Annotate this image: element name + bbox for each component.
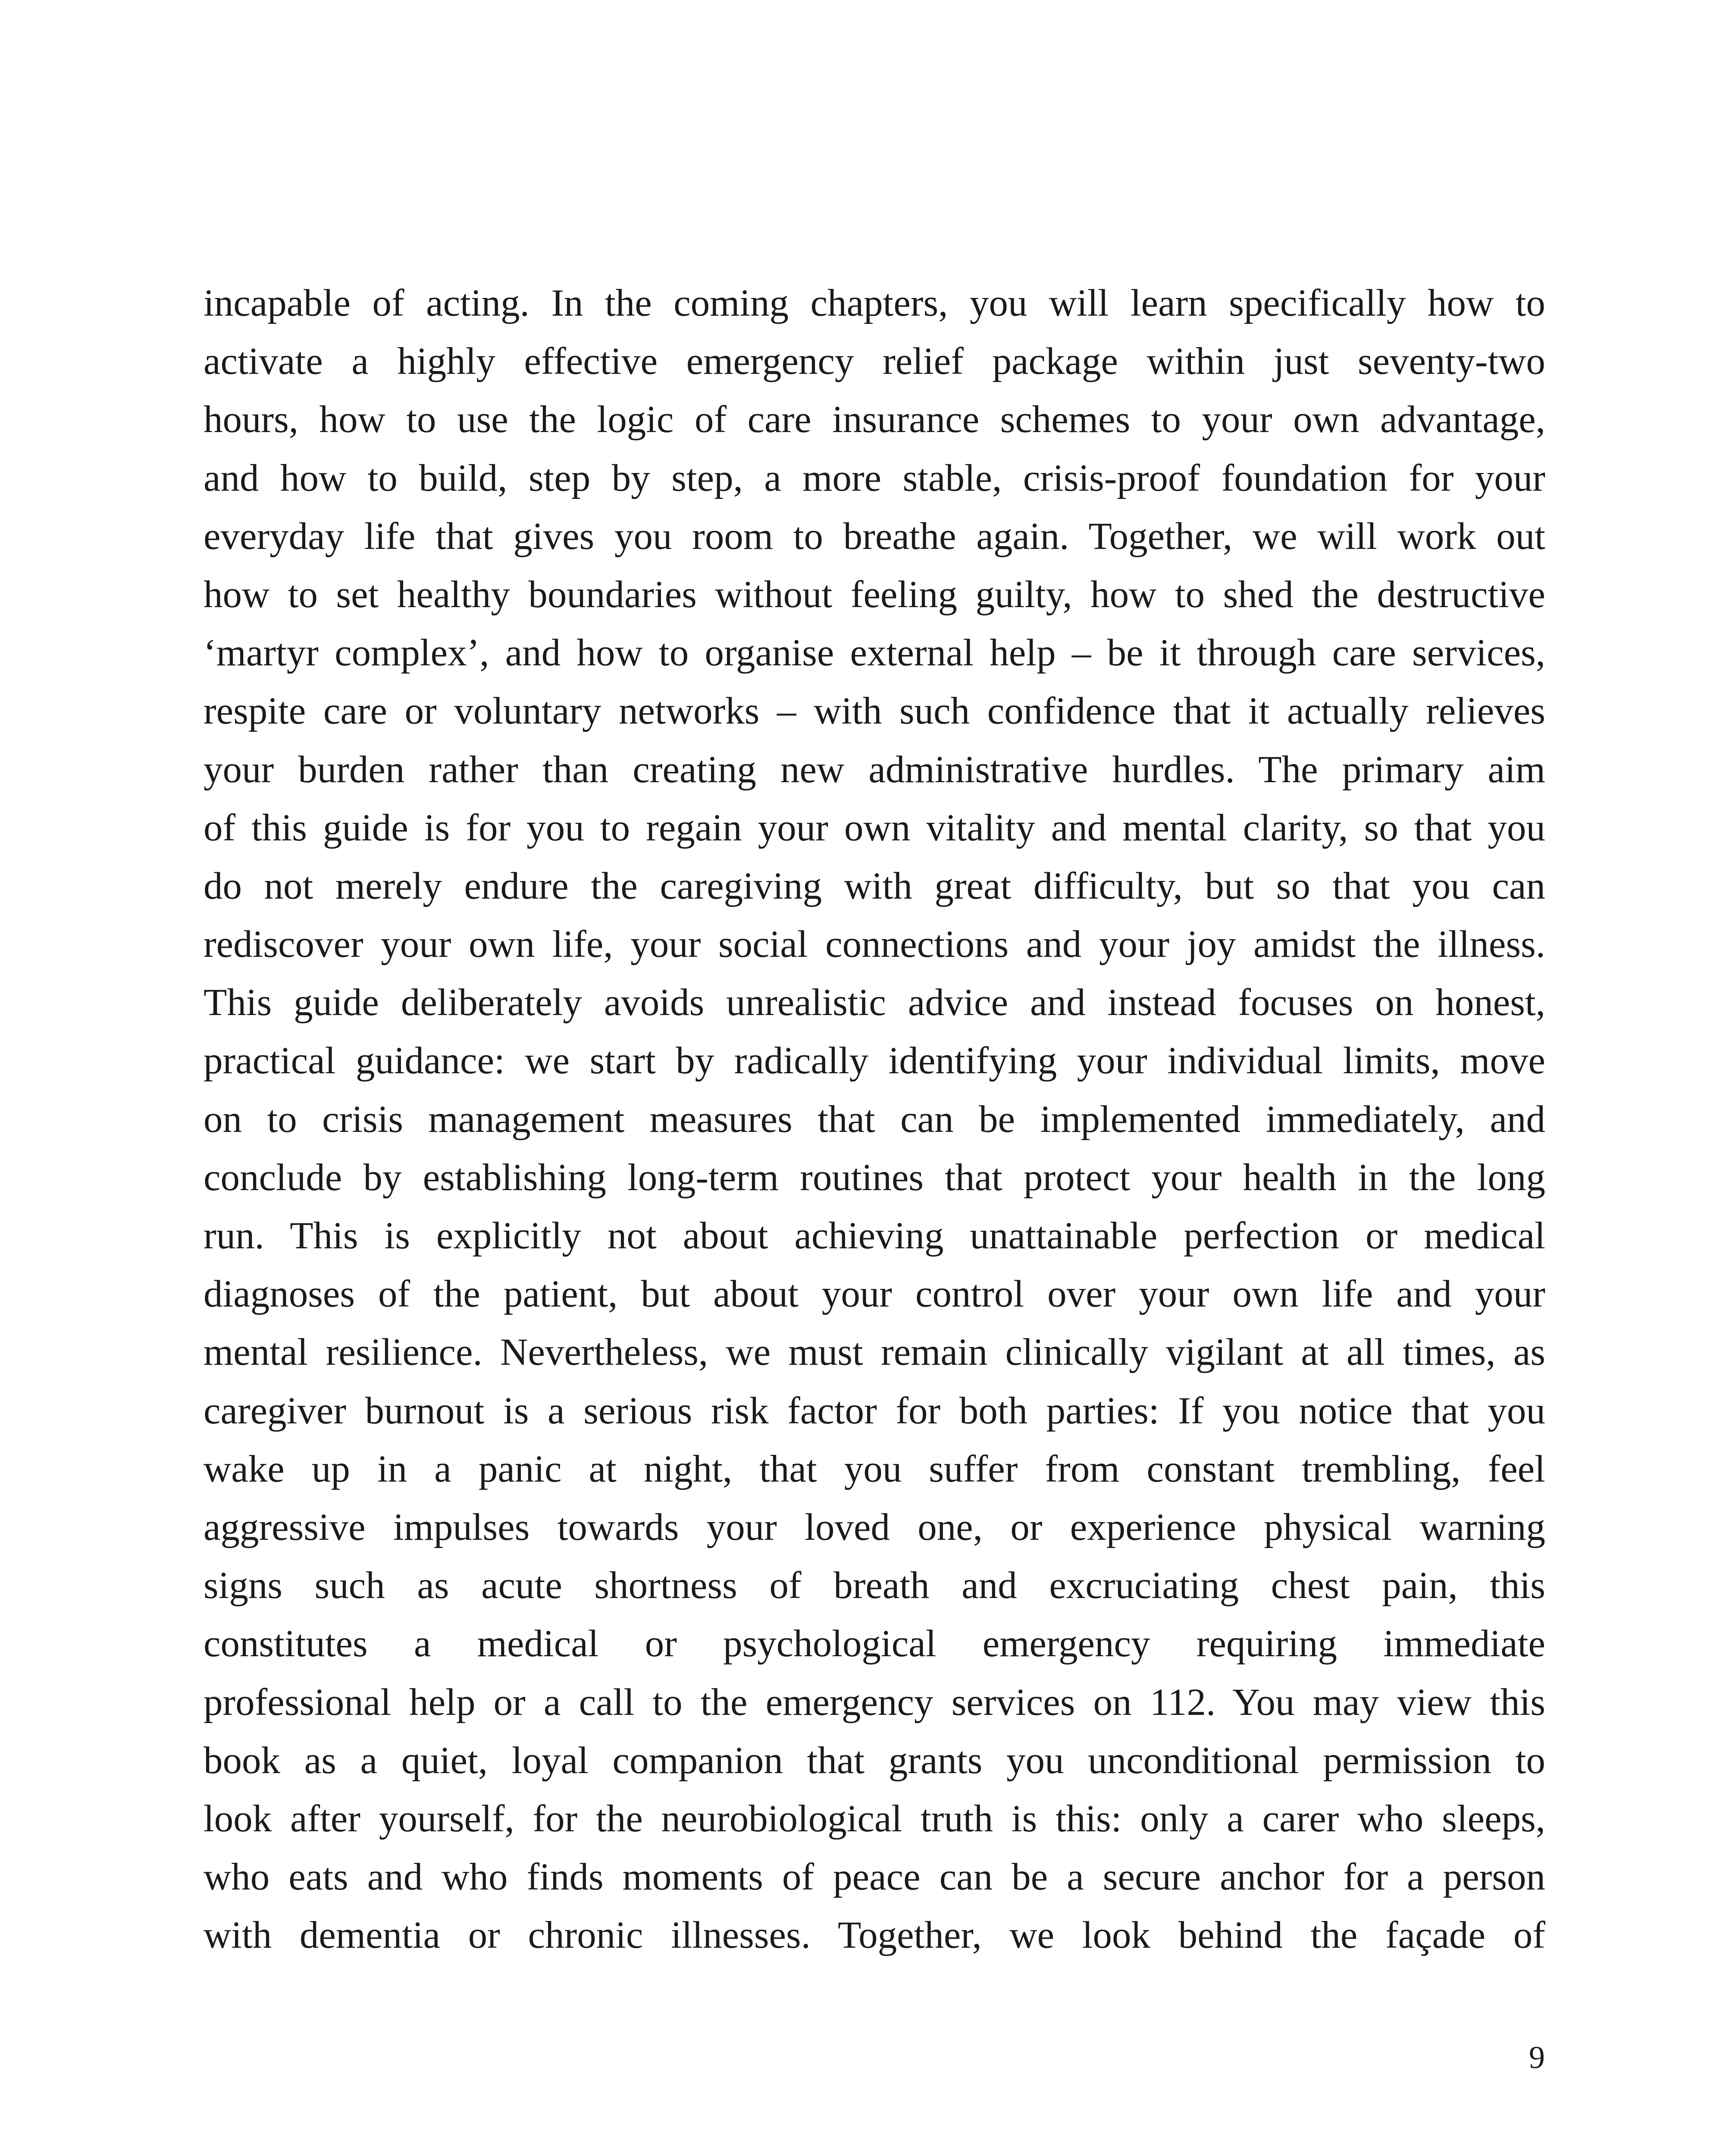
text-line: This guide deliberately avoids unrealistic advice and instead focuses on honest, [204, 981, 1545, 1024]
text-line: how to set healthy boundaries without feeling guilty, how to shed the destructive [204, 573, 1545, 616]
text-line: incapable of acting. In the coming chapters, you will learn specifically how to [204, 282, 1545, 324]
text-line: everyday life that gives you room to breathe again. Together, we will work out [204, 515, 1545, 558]
text-line: wake up in a panic at night, that you suffer from constant trembling, feel [204, 1448, 1545, 1490]
text-line: book as a quiet, loyal companion that grants you unconditional permission to [204, 1739, 1545, 1782]
text-line: respite care or voluntary networks – with such confidence that it actually relieves [204, 690, 1545, 733]
text-line: look after yourself, for the neurobiological truth is this: only a carer who sleeps, [204, 1797, 1545, 1840]
text-line: aggressive impulses towards your loved one, or experience physical warning [204, 1506, 1545, 1548]
text-line: professional help or a call to the emergency services on 112. You may view this [204, 1681, 1545, 1724]
text-line: and how to build, step by step, a more stable, crisis-proof foundation for your [204, 457, 1545, 499]
text-line: signs such as acute shortness of breath and excruciating chest pain, this [204, 1564, 1545, 1607]
text-line: constitutes a medical or psychological emergency requiring immediate [204, 1623, 1545, 1665]
text-line: of this guide is for you to regain your own vitality and mental clarity, so that you [204, 806, 1545, 849]
text-line: activate a highly effective emergency relief package within just seventy-two [204, 340, 1545, 383]
text-line: diagnoses of the patient, but about your control over your own life and your [204, 1273, 1545, 1316]
text-line: hours, how to use the logic of care insurance schemes to your own advantage, [204, 398, 1545, 441]
text-line: mental resilience. Nevertheless, we must remain clinically vigilant at all times, as [204, 1331, 1545, 1374]
text-line: caregiver burnout is a serious risk factor for both parties: If you notice that you [204, 1389, 1545, 1432]
text-line: practical guidance: we start by radically identifying your individual limits, move [204, 1040, 1545, 1082]
text-line: with dementia or chronic illnesses. Together, we look behind the façade of [204, 1914, 1545, 1957]
text-line: conclude by establishing long-term routines that protect your health in the long [204, 1156, 1545, 1199]
text-line: rediscover your own life, your social connections and your joy amidst the illness. [204, 923, 1545, 966]
text-line: who eats and who finds moments of peace can be a secure anchor for a person [204, 1856, 1545, 1899]
text-line: run. This is explicitly not about achieving unattainable perfection or medical [204, 1215, 1545, 1257]
page-number: 9 [1529, 2040, 1545, 2075]
body-text [204, 274, 1545, 1965]
text-line: on to crisis management measures that can be implemented immediately, and [204, 1098, 1545, 1141]
text-line: do not merely endure the caregiving with great difficulty, but so that you can [204, 865, 1545, 907]
text-line: your burden rather than creating new administrative hurdles. The primary aim [204, 748, 1545, 791]
text-line: ‘martyr complex’, and how to organise external help – be it through care services, [204, 632, 1545, 674]
